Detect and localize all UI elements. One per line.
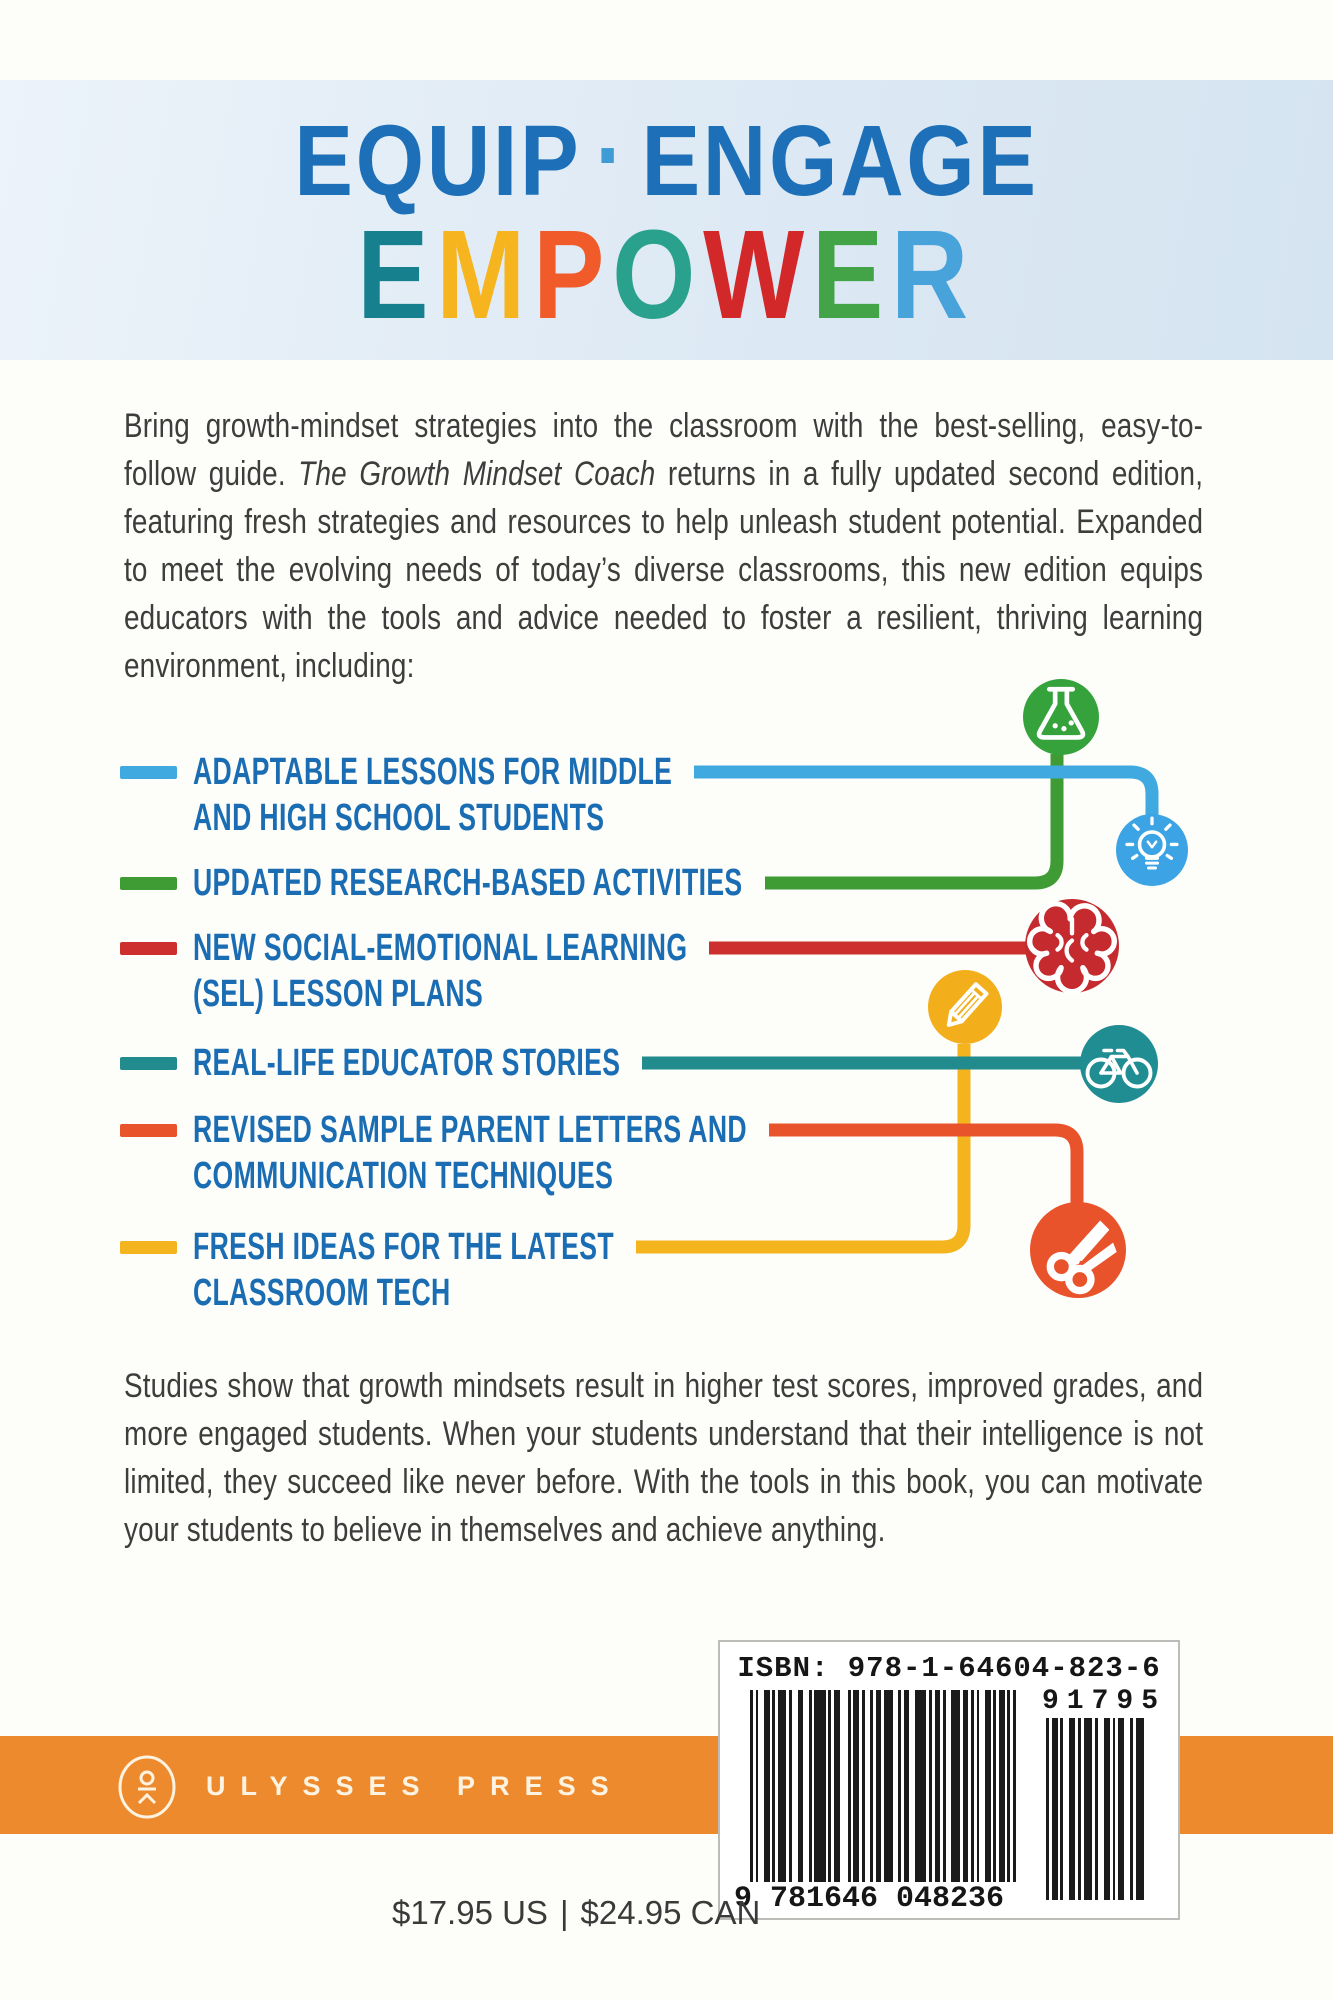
intro-text-after: returns in a fully updated second edition, featuring fresh strategies and resources to help unleash student potential. Expanded to meet the evolving needs of today’s diverse classrooms, this new edition equips educators with the tools and advice needed to foster a resilient, thriving learning environment, including: — [124, 455, 1204, 685]
price-us: $17.95 US — [392, 1894, 548, 1931]
lightbulb-icon-circle — [1116, 814, 1188, 886]
bullet-line: ADAPTABLE LESSONS FOR MIDDLE — [193, 751, 673, 793]
ean-digits: 9 781646 048236 — [734, 1882, 1005, 1916]
bullet-line: REAL-LIFE EDUCATOR STORIES — [193, 1042, 621, 1084]
barcode-bar — [1136, 1718, 1145, 1900]
ean-addon-barcode — [1046, 1718, 1150, 1900]
connector-line — [694, 772, 1152, 816]
title-dot: · — [595, 99, 628, 211]
title-word: ENGAGE — [641, 105, 1039, 217]
title-letter: P — [533, 204, 613, 345]
barcode-bar — [884, 1690, 892, 1882]
bullet-item — [193, 1107, 747, 1199]
title-letter: E — [811, 204, 891, 345]
barcode-bar — [1084, 1718, 1093, 1900]
scissors-icon-circle — [1030, 1202, 1126, 1298]
title-word: EQUIP — [294, 105, 582, 217]
lightbulb-icon — [1116, 814, 1188, 886]
pencil-icon-circle — [928, 970, 1002, 1044]
price-line — [392, 1894, 760, 1932]
barcode-addon-digits: 91795 — [1042, 1686, 1167, 1717]
flask-icon — [1023, 679, 1099, 755]
barcode-gap — [840, 1690, 848, 1882]
intro-paragraph — [124, 402, 1203, 690]
bullet-item — [193, 749, 672, 841]
pencil-icon — [928, 970, 1002, 1044]
barcode-panel — [718, 1640, 1180, 1920]
barcode-bar — [814, 1690, 825, 1882]
title-empower — [100, 202, 1233, 347]
bullet-dash — [120, 942, 177, 955]
title-letter: R — [890, 204, 976, 345]
barcode-bar — [1013, 1690, 1016, 1882]
brain-icon — [1025, 899, 1119, 993]
bullet-item — [193, 1224, 614, 1316]
ulysses-press-logo-icon — [116, 1754, 178, 1820]
price-can: $24.95 CAN — [580, 1894, 761, 1931]
price-separator: | — [559, 1894, 569, 1931]
bullet-dash — [120, 766, 177, 779]
flask-icon-circle — [1023, 679, 1099, 755]
bicycle-icon-circle — [1080, 1025, 1158, 1103]
title-letter: O — [612, 204, 704, 345]
bullet-line: REVISED SAMPLE PARENT LETTERS AND — [193, 1109, 747, 1151]
isbn-label: ISBN: 978-1-64604-823-6 — [737, 1652, 1161, 1685]
connector-line — [769, 1130, 1077, 1203]
barcode-bar — [915, 1690, 926, 1882]
bullet-item — [193, 1040, 620, 1086]
publisher-name: ULYSSES PRESS — [206, 1771, 624, 1801]
bullet-line: FRESH IDEAS FOR THE LATEST — [193, 1226, 614, 1268]
brain-icon-circle — [1025, 899, 1119, 993]
book-title-italic: The Growth Mindset Coach — [298, 455, 656, 493]
bullet-dash — [120, 1057, 177, 1070]
title-letter: M — [436, 204, 534, 345]
bullet-line: AND HIGH SCHOOL STUDENTS — [193, 797, 605, 839]
connector-line — [765, 754, 1057, 883]
bullet-dash — [120, 877, 177, 890]
title-letter: E — [357, 204, 437, 345]
bullet-line: COMMUNICATION TECHNIQUES — [193, 1155, 614, 1197]
bullet-line: (SEL) LESSON PLANS — [193, 973, 484, 1015]
intro-text-before: Bring growth-mindset strategies into the classroom with the best-selling, easy-to-follow guide. — [124, 407, 1204, 493]
bullet-line: CLASSROOM TECH — [193, 1272, 451, 1314]
bicycle-icon — [1080, 1025, 1158, 1103]
bullet-line: UPDATED RESEARCH-BASED ACTIVITIES — [193, 862, 743, 904]
barcode-bar — [778, 1690, 786, 1882]
outro-paragraph: Studies show that growth mindsets result in higher test scores, improved grades, and more engaged students. When your students understand that their intelligence is not limited, they succeed like never before. With the tools in this book, you can motivate your students to believe in themselves and achieve anything. — [124, 1367, 1204, 1549]
ean-barcode — [750, 1690, 1018, 1882]
barcode-bar — [951, 1690, 959, 1882]
bullet-dash — [120, 1241, 177, 1254]
scissors-icon — [1030, 1202, 1126, 1298]
title-letter: W — [703, 204, 812, 345]
bullet-dash — [120, 1124, 177, 1137]
bullet-line: NEW SOCIAL-EMOTIONAL LEARNING — [193, 927, 688, 969]
bullet-item — [193, 925, 687, 1017]
bullet-item — [193, 860, 743, 906]
